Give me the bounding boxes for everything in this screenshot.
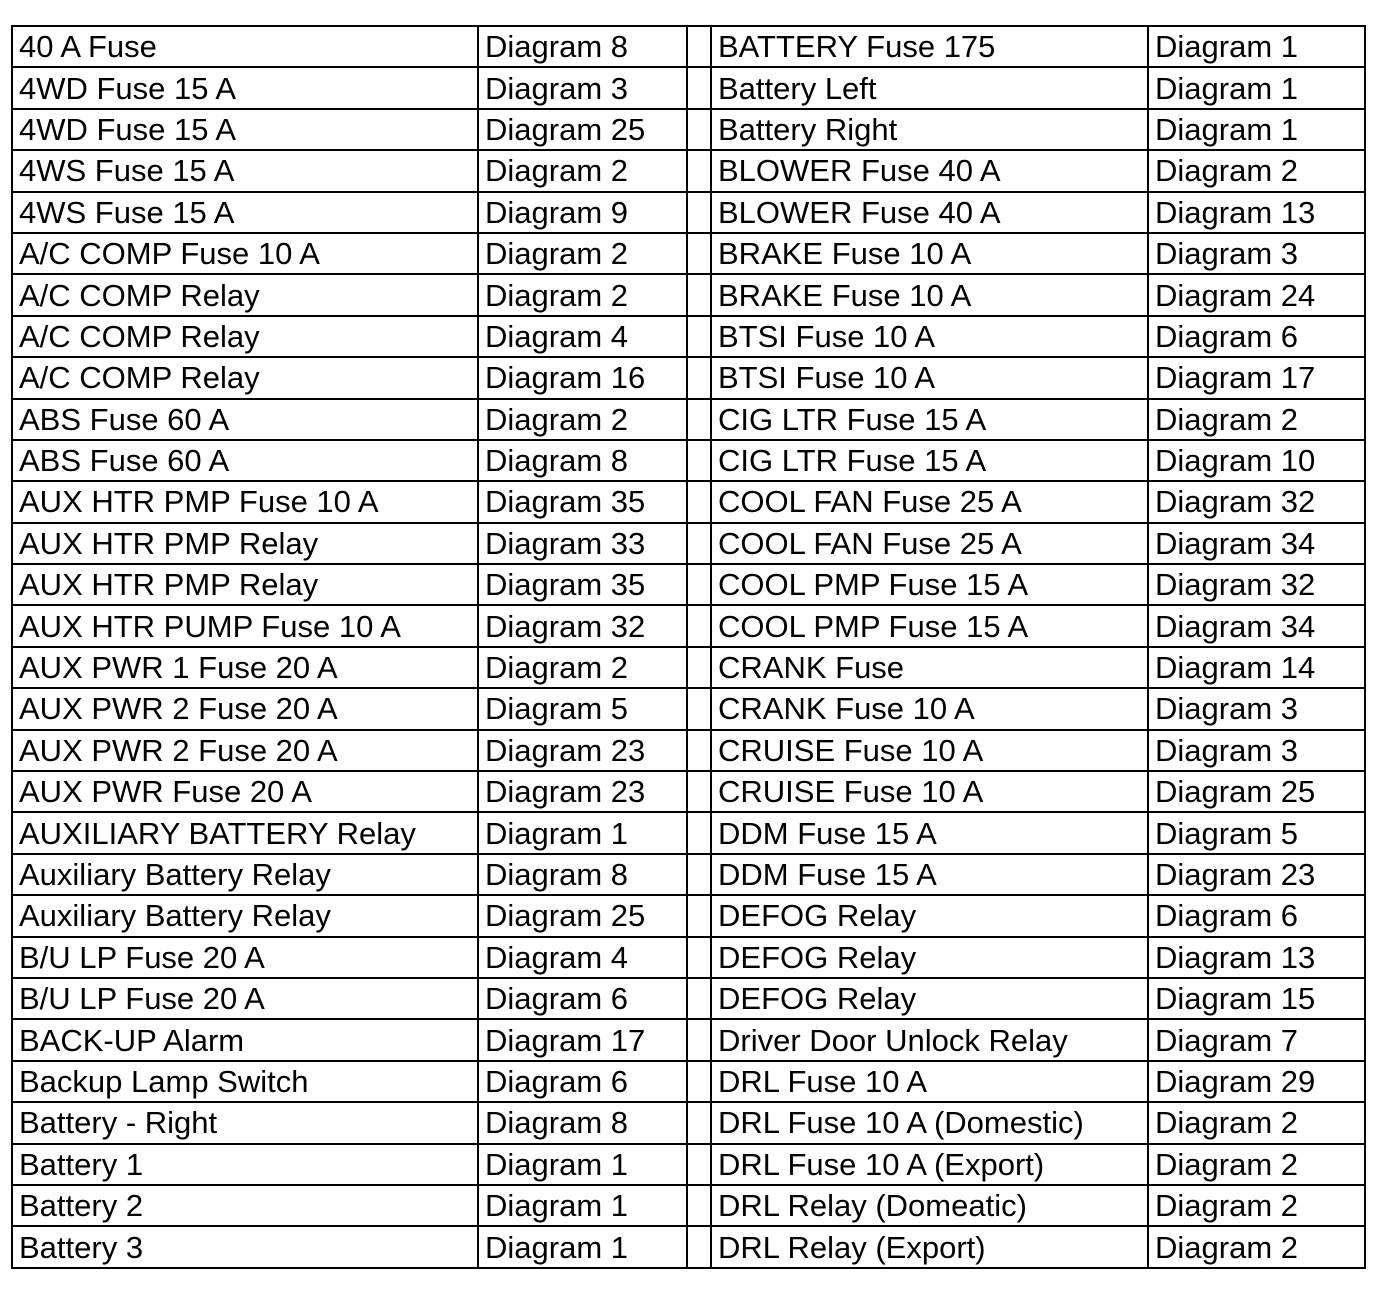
right-component-cell: Driver Door Unlock Relay [711,1019,1148,1060]
left-component-cell: AUX PWR Fuse 20 A [12,771,478,812]
column-gap-cell [687,150,711,191]
column-gap-cell [687,1061,711,1102]
left-component-cell: Backup Lamp Switch [12,1061,478,1102]
left-diagram-cell: Diagram 1 [478,1226,687,1268]
right-diagram-cell: Diagram 13 [1148,192,1365,233]
table-row [12,192,1365,233]
right-component-cell: BRAKE Fuse 10 A [711,233,1148,274]
table-row [12,688,1365,729]
right-diagram-cell: Diagram 3 [1148,730,1365,771]
left-component-cell: AUX HTR PUMP Fuse 10 A [12,605,478,646]
right-component-cell: DEFOG Relay [711,978,1148,1019]
column-gap-cell [687,1185,711,1226]
right-diagram-cell: Diagram 2 [1148,1226,1365,1268]
column-gap-cell [687,109,711,150]
left-component-cell: AUX PWR 1 Fuse 20 A [12,647,478,688]
left-diagram-cell: Diagram 2 [478,233,687,274]
table-row [12,895,1365,936]
right-component-cell: CRUISE Fuse 10 A [711,730,1148,771]
right-component-cell: COOL FAN Fuse 25 A [711,523,1148,564]
table-row [12,399,1365,440]
table-row [12,854,1365,895]
right-component-cell: COOL PMP Fuse 15 A [711,605,1148,646]
right-diagram-cell: Diagram 32 [1148,481,1365,522]
right-component-cell: COOL FAN Fuse 25 A [711,481,1148,522]
column-gap-cell [687,316,711,357]
right-component-cell: CIG LTR Fuse 15 A [711,399,1148,440]
left-diagram-cell: Diagram 6 [478,978,687,1019]
left-component-cell: ABS Fuse 60 A [12,399,478,440]
right-diagram-cell: Diagram 3 [1148,688,1365,729]
right-component-cell: DDM Fuse 15 A [711,854,1148,895]
left-diagram-cell: Diagram 2 [478,647,687,688]
column-gap-cell [687,854,711,895]
right-diagram-cell: Diagram 2 [1148,399,1365,440]
right-component-cell: CIG LTR Fuse 15 A [711,440,1148,481]
left-component-cell: ABS Fuse 60 A [12,440,478,481]
column-gap-cell [687,771,711,812]
table-row [12,1185,1365,1226]
component-diagram-index-table [11,25,1366,1269]
left-diagram-cell: Diagram 25 [478,109,687,150]
table-row [12,150,1365,191]
right-diagram-cell: Diagram 24 [1148,274,1365,315]
table-row [12,523,1365,564]
right-diagram-cell: Diagram 2 [1148,1102,1365,1143]
column-gap-cell [687,937,711,978]
left-diagram-cell: Diagram 8 [478,854,687,895]
right-component-cell: Battery Left [711,67,1148,108]
right-component-cell: DRL Relay (Export) [711,1226,1148,1268]
table-row [12,978,1365,1019]
column-gap-cell [687,730,711,771]
column-gap-cell [687,895,711,936]
right-diagram-cell: Diagram 14 [1148,647,1365,688]
table-row [12,812,1365,853]
right-component-cell: BTSI Fuse 10 A [711,357,1148,398]
table-row [12,316,1365,357]
right-diagram-cell: Diagram 1 [1148,26,1365,67]
table-row [12,440,1365,481]
column-gap-cell [687,978,711,1019]
left-diagram-cell: Diagram 4 [478,316,687,357]
left-component-cell: Battery 3 [12,1226,478,1268]
left-diagram-cell: Diagram 8 [478,1102,687,1143]
left-component-cell: AUX PWR 2 Fuse 20 A [12,730,478,771]
right-component-cell: BLOWER Fuse 40 A [711,150,1148,191]
left-component-cell: Battery - Right [12,1102,478,1143]
column-gap-cell [687,274,711,315]
left-component-cell: Battery 2 [12,1185,478,1226]
left-diagram-cell: Diagram 2 [478,399,687,440]
table-row [12,481,1365,522]
column-gap-cell [687,233,711,274]
left-component-cell: 4WD Fuse 15 A [12,109,478,150]
left-diagram-cell: Diagram 35 [478,481,687,522]
left-component-cell: B/U LP Fuse 20 A [12,937,478,978]
left-diagram-cell: Diagram 25 [478,895,687,936]
right-diagram-cell: Diagram 34 [1148,523,1365,564]
left-diagram-cell: Diagram 1 [478,812,687,853]
left-component-cell: AUX HTR PMP Relay [12,523,478,564]
column-gap-cell [687,564,711,605]
left-component-cell: Auxiliary Battery Relay [12,854,478,895]
table-row [12,233,1365,274]
left-component-cell: B/U LP Fuse 20 A [12,978,478,1019]
right-component-cell: DEFOG Relay [711,937,1148,978]
left-component-cell: A/C COMP Relay [12,316,478,357]
right-diagram-cell: Diagram 6 [1148,895,1365,936]
table-row [12,771,1365,812]
column-gap-cell [687,523,711,564]
right-component-cell: DRL Fuse 10 A [711,1061,1148,1102]
right-component-cell: DRL Fuse 10 A (Domestic) [711,1102,1148,1143]
column-gap-cell [687,812,711,853]
index-table-body [12,26,1365,1268]
column-gap-cell [687,605,711,646]
left-diagram-cell: Diagram 23 [478,730,687,771]
table-row [12,1019,1365,1060]
column-gap-cell [687,192,711,233]
table-row [12,1144,1365,1185]
right-component-cell: DEFOG Relay [711,895,1148,936]
table-row [12,274,1365,315]
left-component-cell: A/C COMP Relay [12,357,478,398]
left-diagram-cell: Diagram 6 [478,1061,687,1102]
right-diagram-cell: Diagram 29 [1148,1061,1365,1102]
right-component-cell: BLOWER Fuse 40 A [711,192,1148,233]
right-diagram-cell: Diagram 5 [1148,812,1365,853]
left-diagram-cell: Diagram 1 [478,1185,687,1226]
column-gap-cell [687,26,711,67]
left-diagram-cell: Diagram 8 [478,440,687,481]
left-component-cell: AUX HTR PMP Relay [12,564,478,605]
left-component-cell: AUX HTR PMP Fuse 10 A [12,481,478,522]
left-component-cell: A/C COMP Relay [12,274,478,315]
right-component-cell: Battery Right [711,109,1148,150]
right-component-cell: BRAKE Fuse 10 A [711,274,1148,315]
table-row [12,647,1365,688]
left-diagram-cell: Diagram 16 [478,357,687,398]
right-component-cell: COOL PMP Fuse 15 A [711,564,1148,605]
left-diagram-cell: Diagram 1 [478,1144,687,1185]
right-diagram-cell: Diagram 17 [1148,357,1365,398]
left-component-cell: Auxiliary Battery Relay [12,895,478,936]
left-diagram-cell: Diagram 5 [478,688,687,729]
table-row [12,1102,1365,1143]
column-gap-cell [687,399,711,440]
column-gap-cell [687,357,711,398]
left-diagram-cell: Diagram 17 [478,1019,687,1060]
left-diagram-cell: Diagram 4 [478,937,687,978]
column-gap-cell [687,1019,711,1060]
table-row [12,357,1365,398]
table-row [12,1226,1365,1268]
right-diagram-cell: Diagram 6 [1148,316,1365,357]
right-diagram-cell: Diagram 15 [1148,978,1365,1019]
column-gap-cell [687,647,711,688]
left-diagram-cell: Diagram 9 [478,192,687,233]
right-component-cell: DRL Relay (Domeatic) [711,1185,1148,1226]
left-component-cell: 4WS Fuse 15 A [12,192,478,233]
left-component-cell: 4WS Fuse 15 A [12,150,478,191]
right-diagram-cell: Diagram 10 [1148,440,1365,481]
left-diagram-cell: Diagram 8 [478,26,687,67]
left-diagram-cell: Diagram 2 [478,150,687,191]
left-component-cell: BACK-UP Alarm [12,1019,478,1060]
right-diagram-cell: Diagram 32 [1148,564,1365,605]
right-diagram-cell: Diagram 2 [1148,1185,1365,1226]
right-diagram-cell: Diagram 25 [1148,771,1365,812]
right-component-cell: DRL Fuse 10 A (Export) [711,1144,1148,1185]
column-gap-cell [687,67,711,108]
right-diagram-cell: Diagram 7 [1148,1019,1365,1060]
left-diagram-cell: Diagram 33 [478,523,687,564]
column-gap-cell [687,481,711,522]
table-row [12,937,1365,978]
table-row [12,109,1365,150]
table-row [12,26,1365,67]
column-gap-cell [687,688,711,729]
left-component-cell: A/C COMP Fuse 10 A [12,233,478,274]
left-diagram-cell: Diagram 32 [478,605,687,646]
column-gap-cell [687,1144,711,1185]
table-row [12,605,1365,646]
column-gap-cell [687,1226,711,1268]
right-diagram-cell: Diagram 2 [1148,150,1365,191]
table-row [12,1061,1365,1102]
right-component-cell: CRANK Fuse [711,647,1148,688]
right-diagram-cell: Diagram 3 [1148,233,1365,274]
table-row [12,67,1365,108]
right-diagram-cell: Diagram 13 [1148,937,1365,978]
left-component-cell: AUXILIARY BATTERY Relay [12,812,478,853]
left-component-cell: 40 A Fuse [12,26,478,67]
right-component-cell: CRANK Fuse 10 A [711,688,1148,729]
left-component-cell: 4WD Fuse 15 A [12,67,478,108]
right-component-cell: CRUISE Fuse 10 A [711,771,1148,812]
left-diagram-cell: Diagram 3 [478,67,687,108]
right-component-cell: BATTERY Fuse 175 [711,26,1148,67]
column-gap-cell [687,440,711,481]
right-component-cell: BTSI Fuse 10 A [711,316,1148,357]
left-component-cell: Battery 1 [12,1144,478,1185]
right-component-cell: DDM Fuse 15 A [711,812,1148,853]
column-gap-cell [687,1102,711,1143]
table-row [12,730,1365,771]
left-diagram-cell: Diagram 23 [478,771,687,812]
left-diagram-cell: Diagram 35 [478,564,687,605]
right-diagram-cell: Diagram 1 [1148,109,1365,150]
left-component-cell: AUX PWR 2 Fuse 20 A [12,688,478,729]
right-diagram-cell: Diagram 23 [1148,854,1365,895]
right-diagram-cell: Diagram 1 [1148,67,1365,108]
right-diagram-cell: Diagram 2 [1148,1144,1365,1185]
right-diagram-cell: Diagram 34 [1148,605,1365,646]
left-diagram-cell: Diagram 2 [478,274,687,315]
table-row [12,564,1365,605]
